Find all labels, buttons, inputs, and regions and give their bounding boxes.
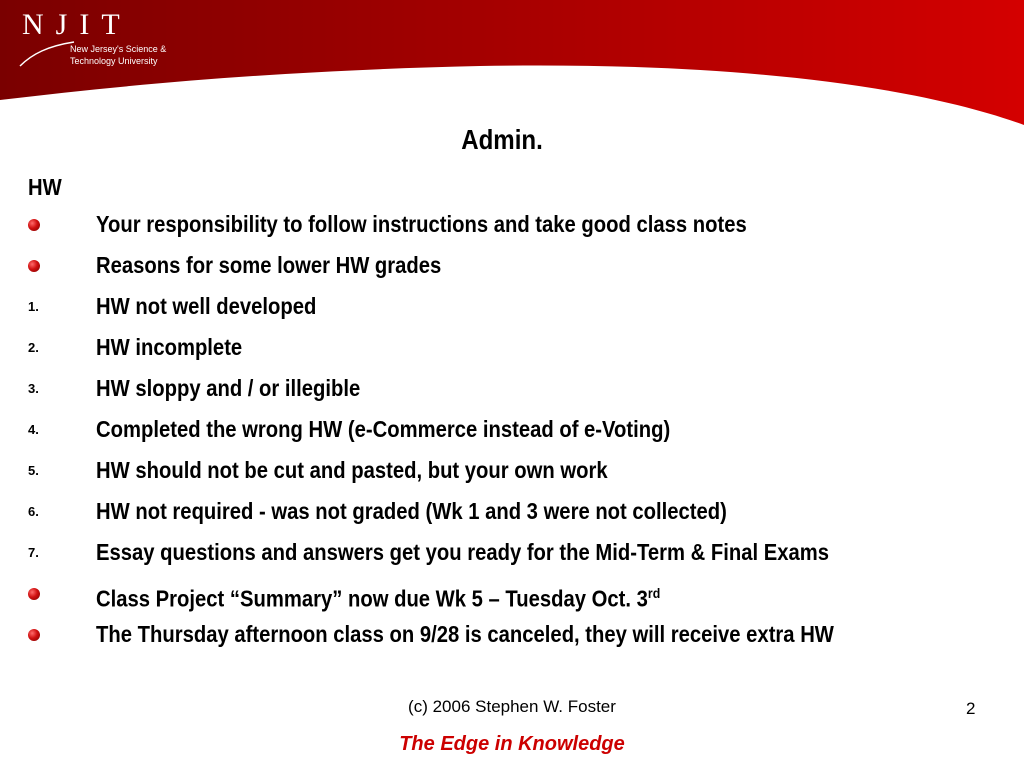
bullet-dot-icon xyxy=(28,629,40,641)
list-item-text xyxy=(96,209,747,239)
list-item-label: Completed the wrong HW (e-Commerce instead of e-Voting) xyxy=(96,416,671,442)
list-item xyxy=(28,291,1008,332)
list-number-label: 5. xyxy=(28,463,39,478)
slide-title: Admin. xyxy=(461,124,543,155)
list-item xyxy=(28,537,1008,578)
list-number-label: 1. xyxy=(28,299,39,314)
list-item-text xyxy=(96,332,242,362)
list-item-text xyxy=(96,619,834,649)
list-item xyxy=(28,250,1008,291)
list-item-label: Reasons for some lower HW grades xyxy=(96,252,442,278)
list-number-label: 6. xyxy=(28,504,39,519)
njit-logo xyxy=(18,8,178,68)
list-number-label: 4. xyxy=(28,422,39,437)
list-item-text xyxy=(96,455,608,485)
list-item-text xyxy=(96,578,660,614)
list-item-text xyxy=(96,373,360,403)
superscript: rd xyxy=(647,585,661,601)
bullet-dot-icon xyxy=(28,260,40,272)
list-item-text xyxy=(96,537,829,567)
list-item-label: HW incomplete xyxy=(96,334,243,360)
list-item-label: HW sloppy and / or illegible xyxy=(96,375,361,401)
bullet-dot-icon xyxy=(28,588,40,600)
list-item-label: The Thursday afternoon class on 9/28 is canceled, they will receive extra HW xyxy=(96,621,834,647)
list-item xyxy=(28,332,1008,373)
list-item xyxy=(28,578,1008,619)
footer-tagline: The Edge in Knowledge xyxy=(399,733,625,755)
list-item-label: HW not well developed xyxy=(96,293,317,319)
list-item-label: Class Project “Summary” now due Wk 5 – Tuesday Oct. 3 xyxy=(96,585,648,612)
list-item-label: HW not required - was not graded (Wk 1 and 3 were not collected) xyxy=(96,498,727,524)
list-item-text xyxy=(96,496,727,526)
bullet-dot-icon xyxy=(28,219,40,231)
list-item-label: Essay questions and answers get you ready for the Mid-Term & Final Exams xyxy=(96,539,829,565)
list-number-label: 7. xyxy=(28,545,39,560)
list-item xyxy=(28,373,1008,414)
logo-subtitle-line2: Technology University xyxy=(70,56,158,66)
logo-subtitle-line1: New Jersey's Science & xyxy=(70,44,167,54)
list-number-label: 2. xyxy=(28,340,39,355)
list-number-label: 3. xyxy=(28,381,39,396)
list-item-label: Your responsibility to follow instructions and take good class notes xyxy=(96,211,747,237)
list-item xyxy=(28,496,1008,537)
footer-credit: (c) 2006 Stephen W. Foster xyxy=(408,697,616,716)
section-label: HW xyxy=(28,174,62,200)
logo-letters: NJIT xyxy=(22,8,132,41)
list-item-text xyxy=(96,414,670,444)
list-item xyxy=(28,619,1008,660)
list-item-label: HW should not be cut and pasted, but your own work xyxy=(96,457,608,483)
list-item-text xyxy=(96,291,316,321)
item-list xyxy=(28,209,1008,660)
slide-content xyxy=(28,171,1008,660)
list-item xyxy=(28,209,1008,250)
logo-swoosh-icon xyxy=(18,38,78,68)
page-number: 2 xyxy=(966,699,976,718)
list-item-text xyxy=(96,250,441,280)
list-item xyxy=(28,414,1008,455)
list-item xyxy=(28,455,1008,496)
